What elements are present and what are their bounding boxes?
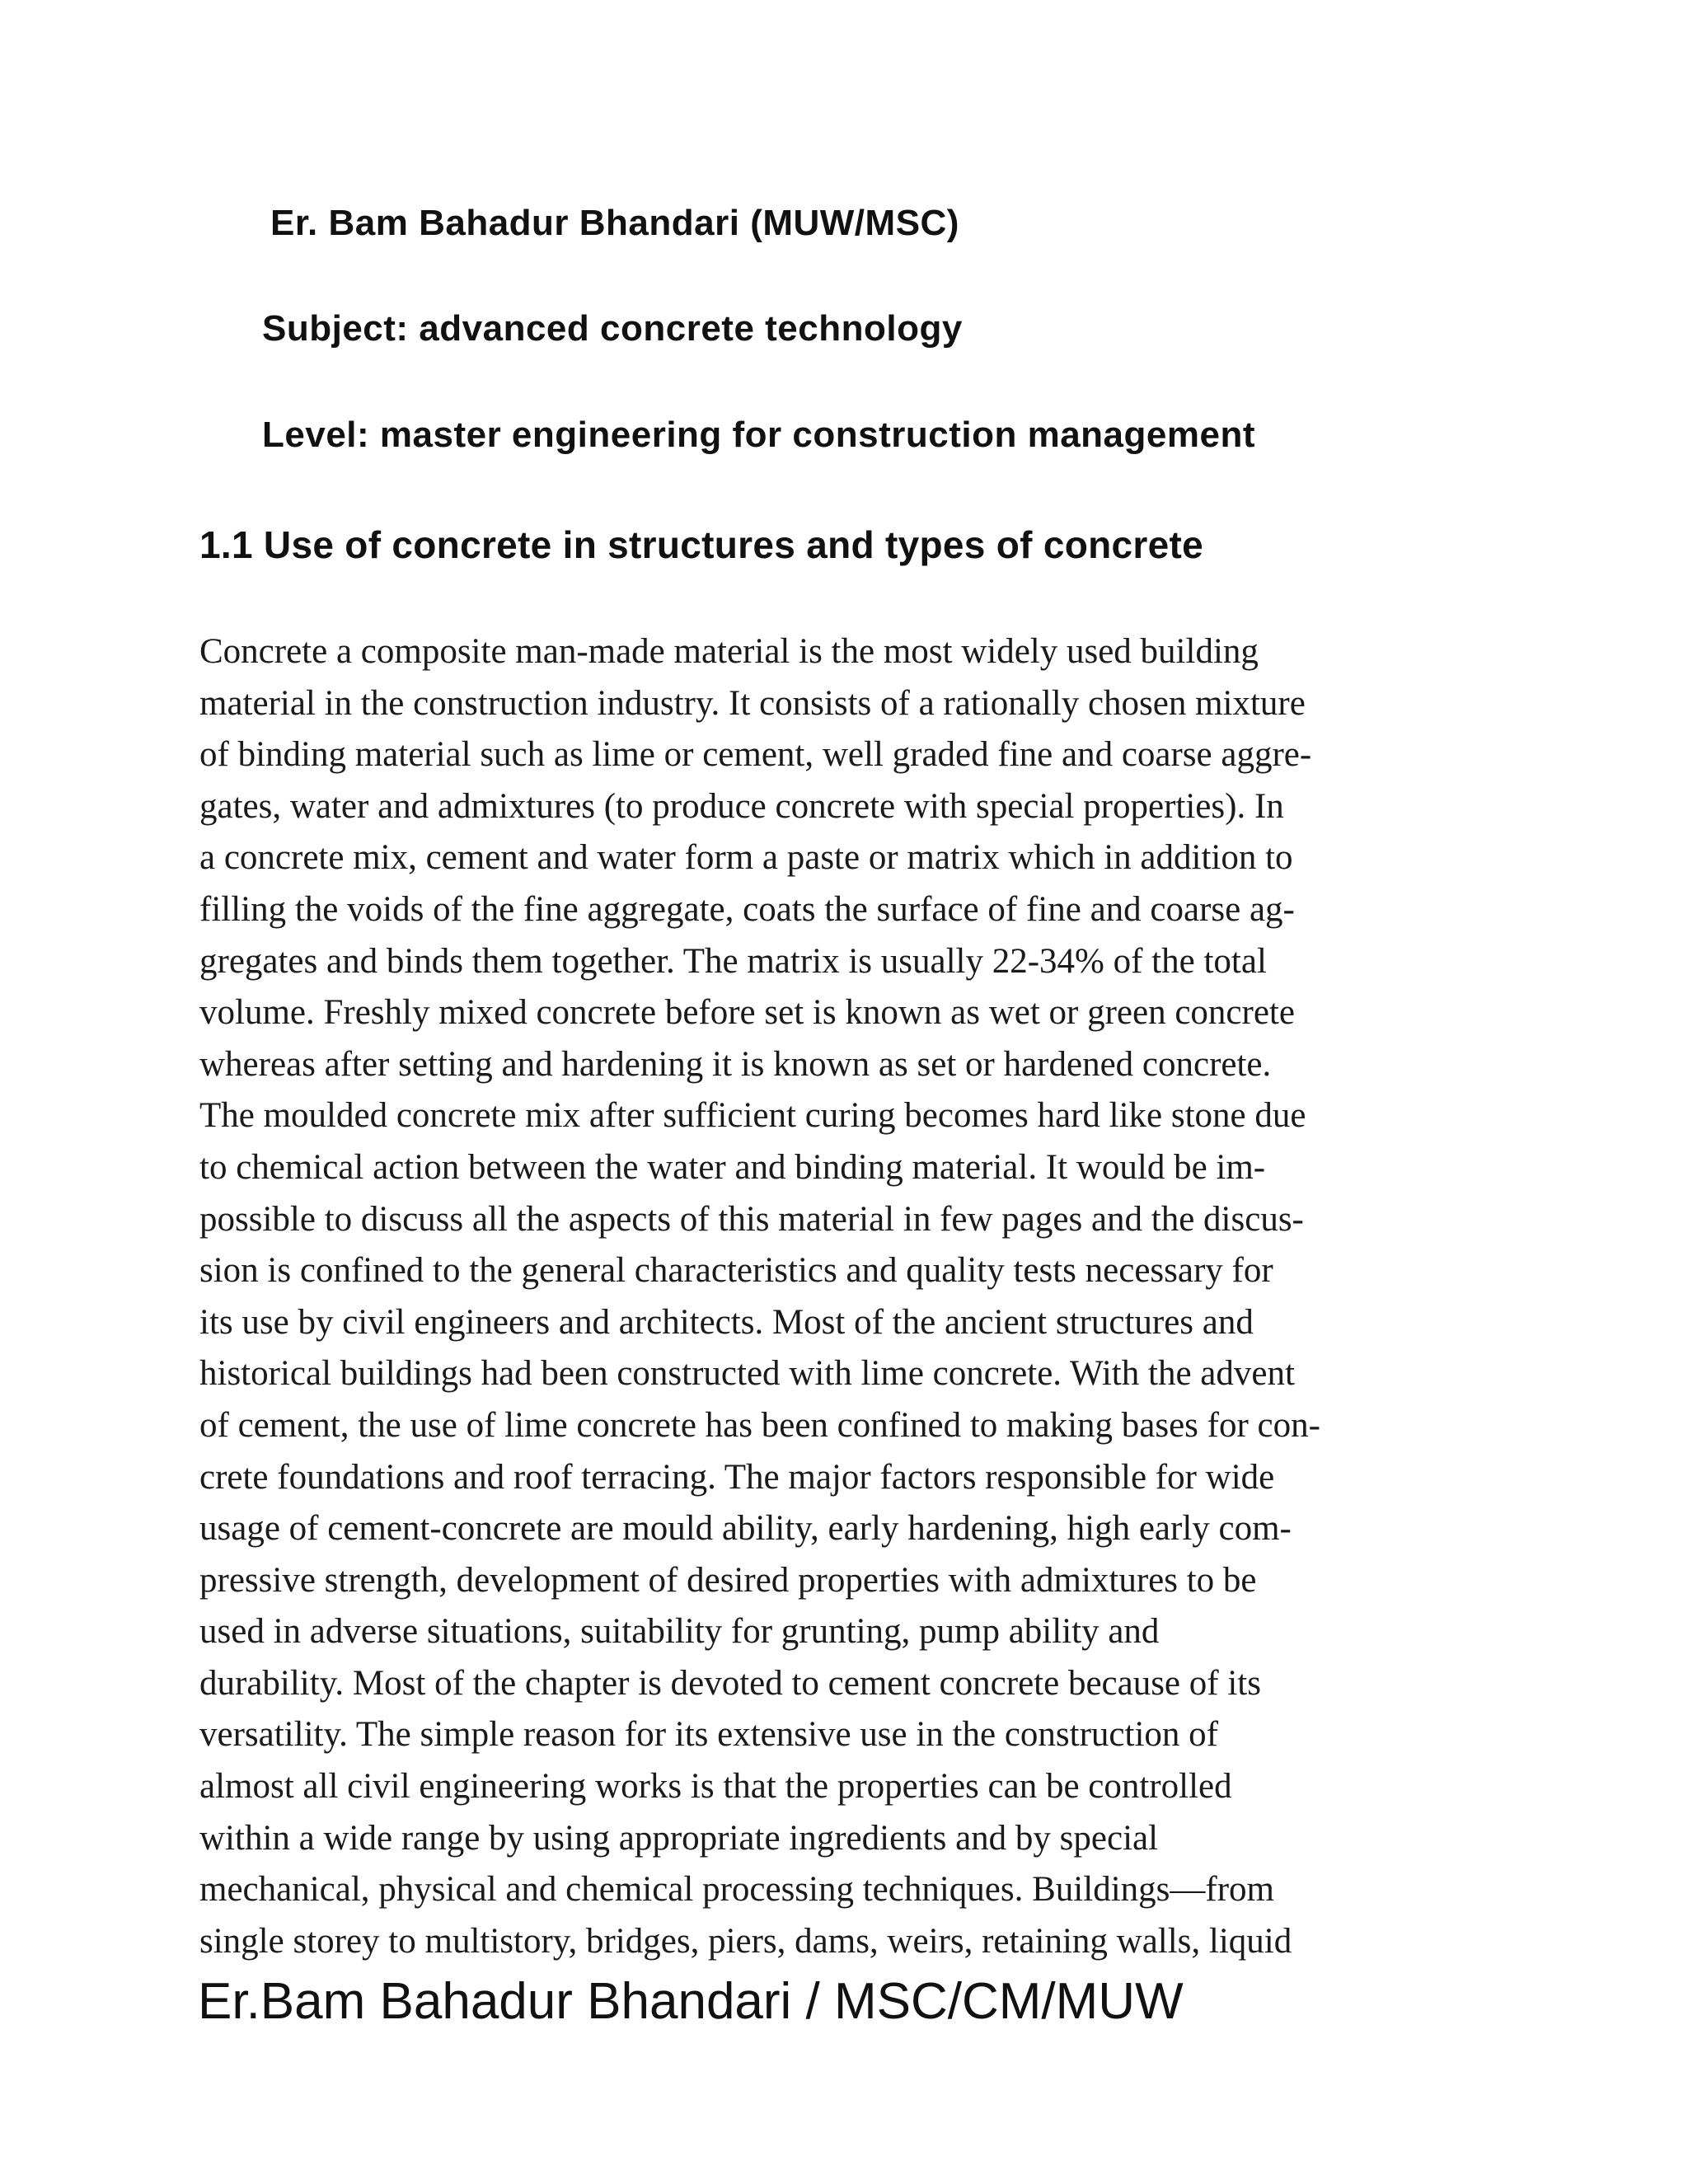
- section-title: 1.1 Use of concrete in structures and types of concrete: [199, 523, 1203, 566]
- body-line: material in the construction industry. It consists of a rationally chosen mixture: [199, 683, 1306, 723]
- body-line: of binding material such as lime or cement, well graded fine and coarse aggre-: [199, 735, 1312, 775]
- body-line: gates, water and admixtures (to produce concrete with special properties). In: [199, 786, 1284, 826]
- body-line: used in adverse situations, suitability for grunting, pump ability and: [199, 1612, 1160, 1652]
- body-line: gregates and binds them together. The matrix is usually 22-34% of the total: [199, 941, 1267, 981]
- body-line: historical buildings had been constructed with lime concrete. With the advent: [199, 1354, 1295, 1394]
- body-line: filling the voids of the fine aggregate, coats the surface of fine and coarse ag-: [199, 889, 1295, 929]
- body-line: a concrete mix, cement and water form a paste or matrix which in addition to: [199, 838, 1293, 878]
- subject-heading: Subject: advanced concrete technology: [262, 308, 963, 349]
- body-line: its use by civil engineers and architects. Most of the ancient structures and: [199, 1302, 1254, 1342]
- body-paragraph: [199, 626, 1502, 1967]
- body-line: within a wide range by using appropriate ingredients and by special: [199, 1818, 1159, 1858]
- body-line: Concrete a composite man-made material is the most widely used building: [199, 632, 1259, 671]
- body-line: durability. Most of the chapter is devoted to cement concrete because of its: [199, 1663, 1261, 1703]
- body-line: of cement, the use of lime concrete has been confined to making bases for con-: [199, 1405, 1320, 1445]
- body-line: versatility. The simple reason for its extensive use in the construction of: [199, 1715, 1218, 1755]
- body-line: usage of cement-concrete are mould ability, early hardening, high early com-: [199, 1509, 1292, 1549]
- body-line: almost all civil engineering works is that the properties can be controlled: [199, 1767, 1232, 1807]
- body-line: to chemical action between the water and binding material. It would be im-: [199, 1147, 1266, 1187]
- author-heading: Er. Bam Bahadur Bhandari (MUW/MSC): [270, 203, 959, 243]
- body-line: single storey to multistory, bridges, piers, dams, weirs, retaining walls, liquid: [199, 1921, 1292, 1961]
- body-line: volume. Freshly mixed concrete before set is known as wet or green concrete: [199, 993, 1295, 1033]
- body-line: crete foundations and roof terracing. The major factors responsible for wide: [199, 1457, 1275, 1497]
- level-heading: Level: master engineering for construction management: [262, 415, 1255, 455]
- page-footer: Er.Bam Bahadur Bhandari / MSC/CM/MUW: [198, 1973, 1184, 2030]
- body-line: whereas after setting and hardening it is known as set or hardened concrete.: [199, 1044, 1272, 1084]
- body-line: mechanical, physical and chemical processing techniques. Buildings—from: [199, 1870, 1274, 1910]
- body-line: sion is confined to the general characteristics and quality tests necessary for: [199, 1251, 1273, 1291]
- body-line: The moulded concrete mix after sufficient curing becomes hard like stone due: [199, 1096, 1306, 1136]
- body-line: pressive strength, development of desired properties with admixtures to be: [199, 1560, 1257, 1600]
- body-line: possible to discuss all the aspects of this material in few pages and the discus-: [199, 1199, 1304, 1239]
